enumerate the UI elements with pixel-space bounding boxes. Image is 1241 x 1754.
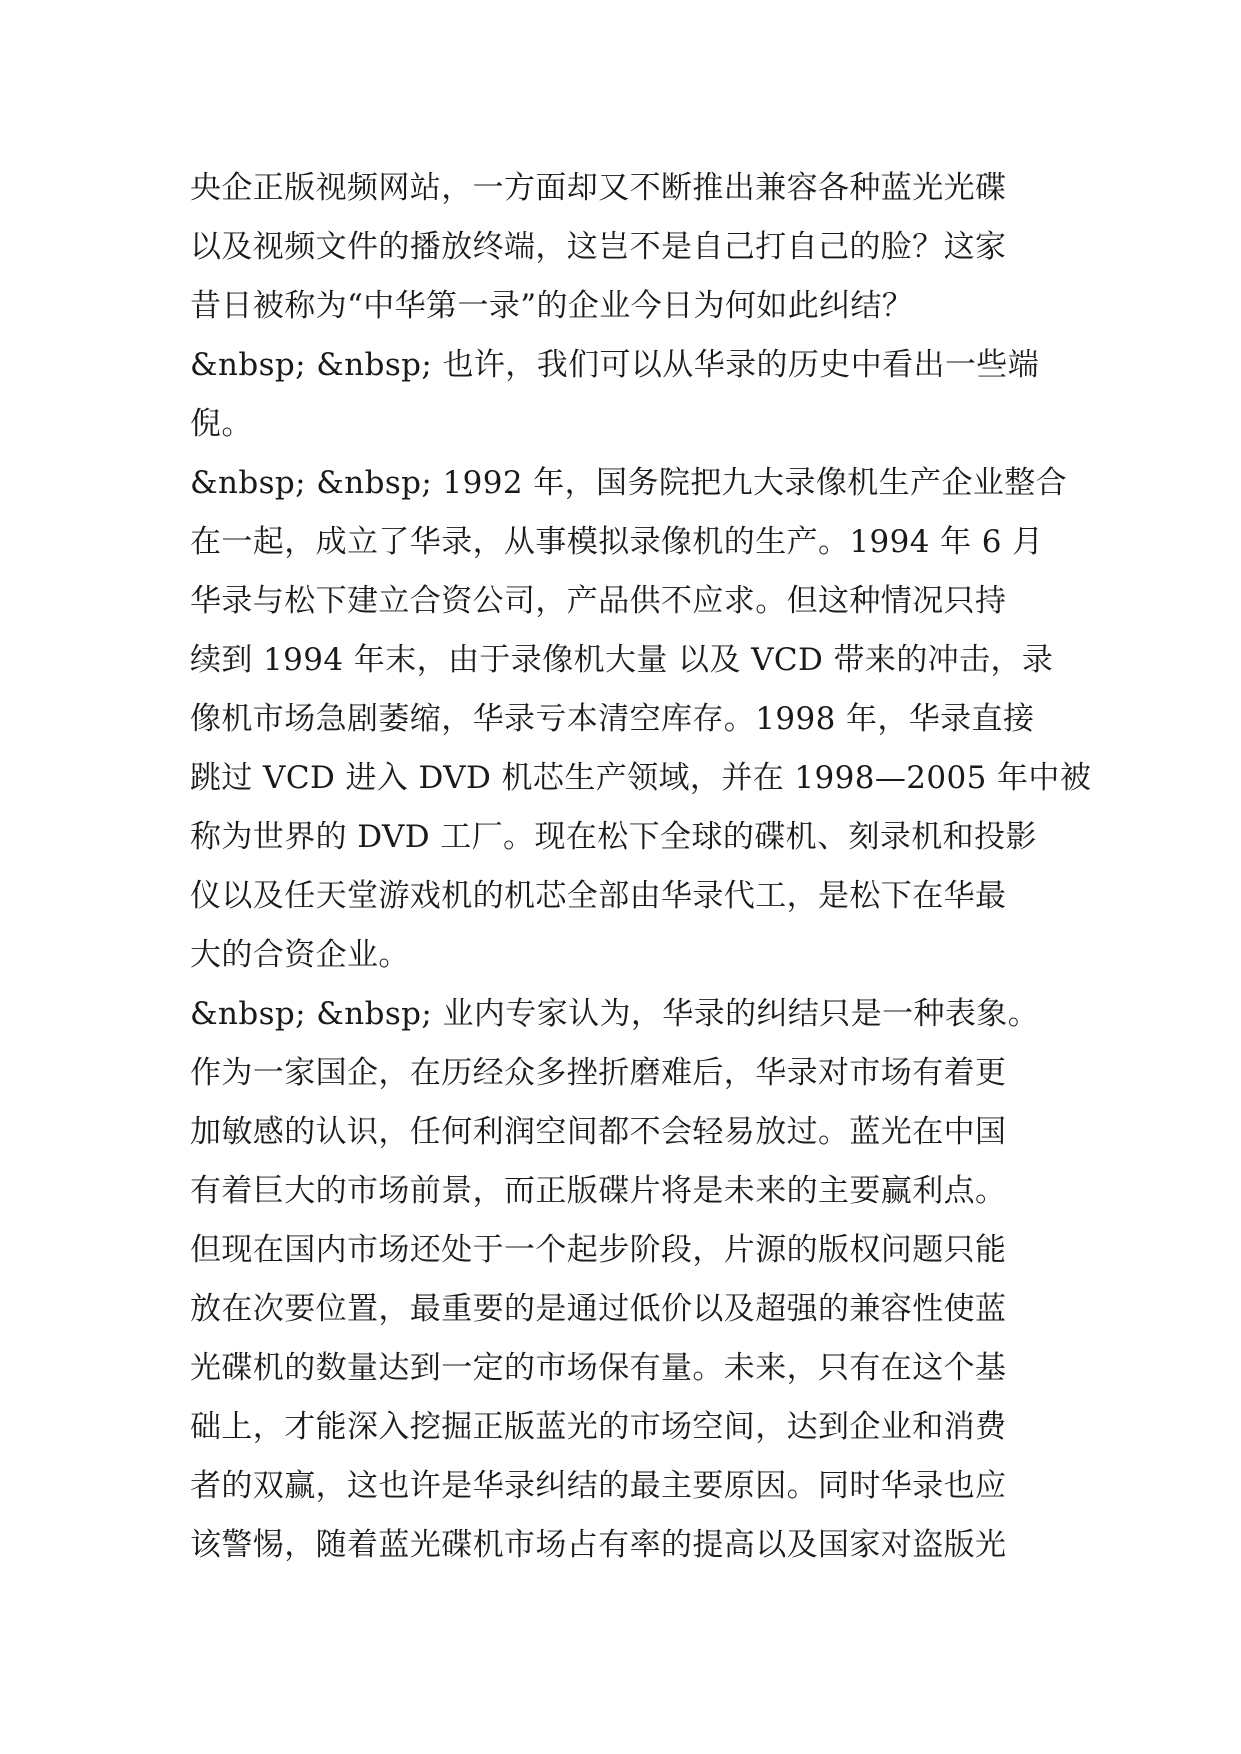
text-line: 放在次要位置，最重要的是通过低价以及超强的兼容性使蓝 (190, 1291, 1007, 1327)
text-line: 续到 1994 年末，由于录像机大量 以及 VCD 带来的冲击，录 (190, 642, 1054, 678)
text-line: 但现在国内市场还处于一个起步阶段，片源的版权问题只能 (190, 1232, 1007, 1268)
text-line: 加敏感的认识，任何利润空间都不会轻易放过。蓝光在中国 (190, 1114, 1007, 1150)
text-line: 称为世界的 DVD 工厂。现在松下全球的碟机、刻录机和投影 (190, 819, 1037, 855)
text-line: 作为一家国企，在历经众多挫折磨难后，华录对市场有着更 (190, 1055, 1007, 1091)
text-line: 像机市场急剧萎缩，华录亏本清空库存。1998 年，华录直接 (190, 701, 1035, 737)
article-body (190, 159, 1092, 1575)
text-line: 该警惕，随着蓝光碟机市场占有率的提高以及国家对盗版光 (190, 1527, 1007, 1563)
text-line: 华录与松下建立合资公司，产品供不应求。但这种情况只持 (190, 583, 1007, 619)
text-line: 大的合资企业。 (190, 937, 410, 973)
text-line: 以及视频文件的播放终端，这岂不是自己打自己的脸？这家 (190, 229, 1007, 265)
text-line: &nbsp; &nbsp; 也许，我们可以从华录的历史中看出一些端 (190, 347, 1040, 383)
text-line: 倪。 (190, 406, 253, 442)
text-line: 昔日被称为“中华第一录”的企业今日为何如此纠结？ (190, 288, 914, 324)
text-line: 光碟机的数量达到一定的市场保有量。未来，只有在这个基 (190, 1350, 1007, 1386)
text-line: &nbsp; &nbsp; 业内专家认为，华录的纠结只是一种表象。 (190, 996, 1040, 1032)
text-line: 跳过 VCD 进入 DVD 机芯生产领域，并在 1998—2005 年中被 (190, 760, 1092, 796)
text-line: 仪以及任天堂游戏机的机芯全部由华录代工，是松下在华最 (190, 878, 1007, 914)
text-line: &nbsp; &nbsp; 1992 年，国务院把九大录像机生产企业整合 (190, 465, 1068, 501)
text-line: 有着巨大的市场前景，而正版碟片将是未来的主要赢利点。 (190, 1173, 1007, 1209)
text-line: 在一起，成立了华录，从事模拟录像机的生产。1994 年 6 月 (190, 524, 1044, 560)
text-line: 者的双赢，这也许是华录纠结的最主要原因。同时华录也应 (190, 1468, 1007, 1504)
text-line: 础上，才能深入挖掘正版蓝光的市场空间，达到企业和消费 (190, 1409, 1007, 1445)
text-line: 央企正版视频网站，一方面却又不断推出兼容各种蓝光光碟 (190, 170, 1007, 206)
